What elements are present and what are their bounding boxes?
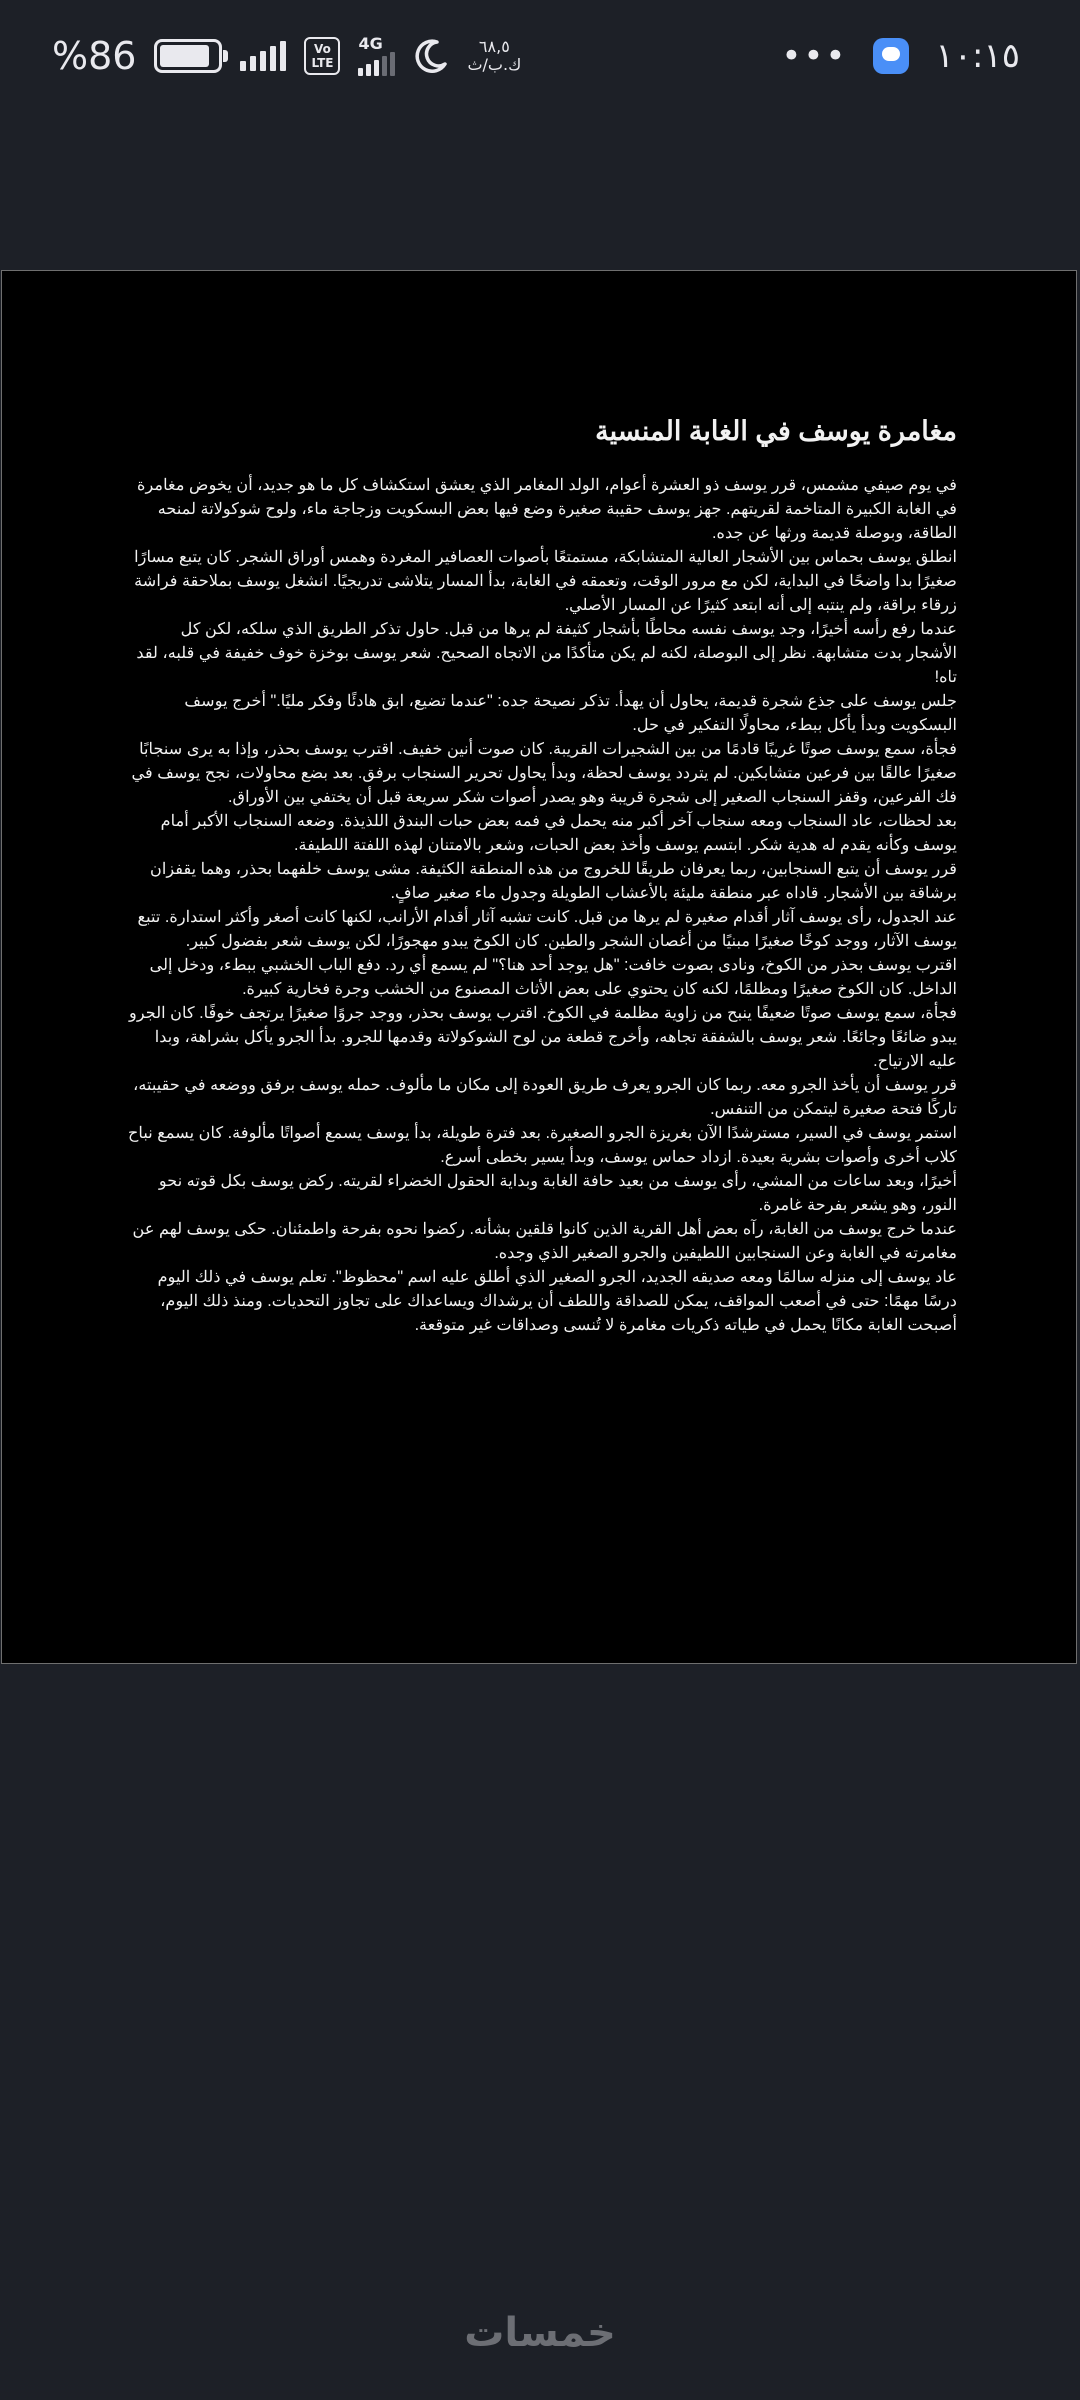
paragraph: فجأة، سمع يوسف صوتًا ضعيفًا ينبح من زاوية مظلمة في الكوخ. اقترب يوسف بحذر، ووجد جروًا صغيرًا يرتجف خوفًا. كان الجرو يبدو ضائعًا وجائعًا. شعر يوسف بالشفقة تجاهه، وأخرج قطعة من لوح الشوكولاتة وقدمها للجرو. بدأ الجرو يأكل بشراهة، وبدا عليه الارتياح.	[129, 1004, 957, 1070]
document-page	[1, 270, 1077, 1664]
document-content	[127, 416, 957, 1337]
paragraph: انطلق يوسف بحماس بين الأشجار العالية المتشابكة، مستمتعًا بأصوات العصافير المغردة وهمس أوراق الشجر. كان يتبع مسارًا صغيرًا بدا واضحًا في البداية، لكن مع مرور الوقت، وتعمقه في الغابة، بدأ المسار يتلاشى تدريجيًا. انشغل يوسف بملاحقة فراشة زرقاء براقة، ولم ينتبه إلى أنه ابتعد كثيرًا عن المسار الأصلي.	[134, 548, 957, 614]
paragraph: قرر يوسف أن يأخذ الجرو معه. ربما كان الجرو يعرف طريق العودة إلى مكان ما مألوف. حمله يوسف برفق ووضعه في حقيبته، تاركًا فتحة صغيرة ليتمكن من التنفس.	[133, 1076, 957, 1118]
paragraph: استمر يوسف في السير، مسترشدًا الآن بغريزة الجرو الصغيرة. بعد فترة طويلة، بدأ يوسف يسمع أصواتًا مألوفة. كان يسمع نباح كلاب أخرى وأصوات بشرية بعيدة. ازداد حماس يوسف، وبدأ يسير بخطى أسرع.	[127, 1124, 957, 1166]
paragraph: قرر يوسف أن يتبع السنجابين، ربما يعرفان طريقًا للخروج من هذه المنطقة الكثيفة. مشى يوسف خلفهما بحذر، وهما يقفزان برشاقة بين الأشجار. قاداه عبر منطقة مليئة بالأعشاب الطويلة وجدول ماء صغير صافٍ.	[149, 860, 957, 902]
do-not-disturb-moon-icon	[413, 38, 449, 74]
paragraph: اقترب يوسف بحذر من الكوخ، ونادى بصوت خافت: "هل يوجد أحد هنا؟" لم يسمع أي رد. دفع الباب الخشبي ببطء، ودخل إلى الداخل. كان الكوخ صغيرًا ومظلمًا، لكنه كان يحتوي على بعض الأثاث المصنوع من الخشب وجرة فخارية كبيرة.	[149, 956, 957, 998]
status-bar	[0, 0, 1080, 110]
paragraph: في يوم صيفي مشمس، قرر يوسف ذو العشرة أعوام، الولد المغامر الذي يعشق استكشاف كل ما هو جديد، أن يخوض مغامرة في الغابة الكبيرة المتاخمة لقريتهم. جهز يوسف حقيبة صغيرة وضع فيها بعض البسكويت وزجاجة ماء، ولوح شوكولاتة لمنحه الطاقة، وبوصلة قديمة ورثها عن جده.	[137, 476, 957, 542]
speed-unit: ك.ب/ث	[467, 55, 522, 74]
paragraph: عاد يوسف إلى منزله سالمًا ومعه صديقه الجديد، الجرو الصغير الذي أطلق عليه اسم "محظوظ". تعلم يوسف في ذلك اليوم درسًا مهمًا: حتى في أصعب المواقف، يمكن للصداقة واللطف أن يرشداك ويساعداك على تجاوز التحديات. ومنذ ذلك اليوم، أصبحت الغابة مكانًا يحمل في طياته ذكريات مغامرة لا تُنسى وصداقات غير متوقعة.	[157, 1268, 957, 1334]
watermark-logo: خمسات	[464, 2310, 616, 2356]
volte-top: Vo	[314, 42, 331, 56]
network-type: 4G	[358, 34, 383, 53]
paragraph: عند الجدول، رأى يوسف آثار أقدام صغيرة لم يرها من قبل. كانت تشبه آثار أقدام الأرانب، لكنها كانت أصغر وأكثر استدارة. تتبع يوسف الآثار، ووجد كوخًا صغيرًا مبنيًا من أغصان الشجر والطين. كان الكوخ يبدو مهجورًا، لكن يوسف شعر بفضول كبير.	[137, 908, 957, 950]
volte-icon	[304, 37, 340, 75]
paragraph: جلس يوسف على جذع شجرة قديمة، يحاول أن يهدأ. تذكر نصيحة جده: "عندما تضيع، ابق هادئًا وفكر مليًا." أخرج يوسف البسكويت وبدأ يأكل ببطء، محاولًا التفكير في حل.	[184, 692, 957, 734]
paragraph: بعد لحظات، عاد السنجاب ومعه سنجاب آخر أكبر منه يحمل في فمه بعض حبات البندق اللذيذة. وضعه السنجاب الأكبر أمام يوسف وكأنه يقدم له هدية شكر. ابتسم يوسف وأخذ بعض الحبات، وشعر بالامتنان لهذه اللفتة اللطيفة.	[160, 812, 957, 854]
document-body	[127, 473, 957, 1337]
speed-value: ٦٨,٥	[478, 37, 510, 56]
volte-bottom: LTE	[311, 56, 334, 70]
status-bar-left	[52, 28, 521, 84]
battery-percent: %86	[52, 34, 137, 78]
messages-app-icon	[873, 38, 909, 74]
cellular-signal-icon	[358, 36, 395, 76]
document-title: مغامرة يوسف في الغابة المنسية	[595, 416, 957, 446]
battery-icon	[154, 39, 222, 73]
paragraph: عندما خرج يوسف من الغابة، رآه بعض أهل القرية الذين كانوا قلقين بشأنه. ركضوا نحوه بفرحة واطمئنان. حكى يوسف لهم عن مغامرته في الغابة وعن السنجابين اللطيفين والجرو الصغير الذي وجده.	[132, 1220, 957, 1262]
clock: ١٠:١٥	[935, 36, 1020, 76]
network-speed	[467, 38, 521, 74]
more-notifications-icon: •••	[781, 36, 848, 76]
battery-cap	[223, 50, 228, 62]
paragraph: فجأة، سمع يوسف صوتًا غريبًا قادمًا من بين الشجيرات القريبة. كان صوت أنين خفيف. اقترب يوسف بحذر، وإذا به يرى سنجابًا صغيرًا عالقًا بين فرعين متشابكين. لم يتردد يوسف لحظة، وبدأ يحاول تحرير السنجاب برفق. بعد بضع محاولات، نجح يوسف في فك الفرعين، وقفز السنجاب الصغير إلى شجرة قريبة وهو يصدر أصوات شكر سريعة قبل أن يختفي بين الأوراق.	[131, 740, 957, 806]
status-bar-right	[781, 28, 1020, 84]
battery-fill	[160, 45, 208, 67]
paragraph: عندما رفع رأسه أخيرًا، وجد يوسف نفسه محاطًا بأشجار كثيفة لم يرها من قبل. حاول تذكر الطريق الذي سلكه، لكن كل الأشجار بدت متشابهة. نظر إلى البوصلة، لكنه لم يكن متأكدًا من الاتجاه الصحيح. شعر يوسف بوخزة خوف خفيفة في قلبه، لقد تاه!	[136, 620, 957, 686]
paragraph: أخيرًا، وبعد ساعات من المشي، رأى يوسف من بعيد حافة الغابة وبداية الحقول الخضراء لقريته. ركض يوسف بكل قوته نحو النور، وهو يشعر بفرحة غامرة.	[158, 1172, 957, 1214]
wifi-signal-icon	[240, 41, 286, 71]
